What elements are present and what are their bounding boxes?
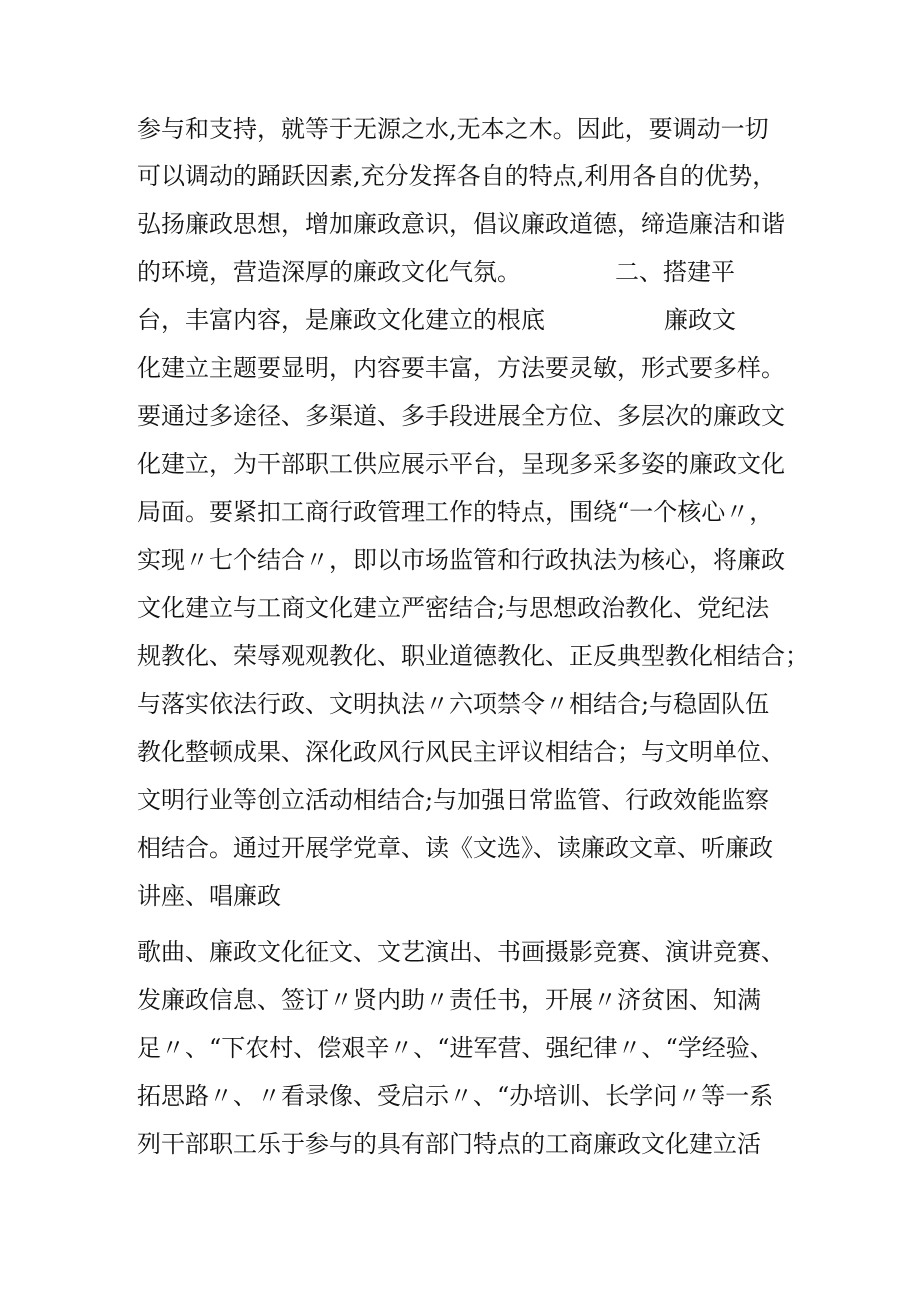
text-line-15: 文明行业等创立活动相结合;与加强日常监管、行政效能监察 [137,786,770,814]
section-heading-two-end: 台，丰富内容，是廉政文化建立的根底 [137,306,545,334]
text-line-18: 歌曲、廉政文化征文、文艺演出、书画摄影竞赛、演讲竞赛、 [137,938,785,966]
text-line-7: 要通过多途径、多渠道、多手段进展全方位、多层次的廉政文 [137,402,785,430]
text-line-11: 文化建立与工商文化建立严密结合;与思想政治教化、党纪法 [137,594,770,622]
text-line-1: 参与和支持，就等于无源之水,无本之木。因此，要调动一切 [137,115,769,143]
text-line-16: 相结合。通过开展学党章、读《文选》、读廉政文章、听廉政 [137,834,773,862]
text-line-22: 列干部职工乐于参与的具有部门特点的工商廉政文化建立活 [137,1130,761,1158]
text-line-19: 发廉政信息、签订〃贤内助〃责任书，开展〃济贫困、知满 [137,986,761,1014]
text-line-12: 规教化、荣辱观观教化、职业道德教化、正反典型教化相结合； [137,642,809,670]
text-line-13: 与落实依法行政、文明执法〃六项禁令〃相结合;与稳固队伍 [137,690,770,718]
text-line-21: 拓思路〃、〃看录像、受启示〃、“办培训、长学问〃等一系 [137,1082,774,1110]
text-line-8: 化建立，为干部职工供应展示平台，呈现多采多姿的廉政文化 [137,450,785,478]
text-line-6: 化建立主题要显明，内容要丰富，方法要灵敏，形式要多样。 [137,354,785,382]
text-line-5-right: 廉政文 [664,306,736,334]
text-line-10: 实现〃七个结合〃，即以市场监管和行政执法为核心，将廉政 [137,546,785,574]
text-line-17: 讲座、唱廉政 [137,882,281,910]
text-line-3: 弘扬廉政思想，增加廉政意识，倡议廉政道德，缔造廉洁和谐 [137,210,785,238]
section-heading-two-start: 二、搭建平 [615,258,735,286]
text-line-2: 可以调动的踊跃因素,充分发挥各自的特点,利用各自的优势， [137,162,777,190]
text-line-4-left: 的环境，营造深厚的廉政文化气氛。 [137,258,521,286]
text-line-20: 足〃、“下农村、偿艰辛〃、“进军营、强纪律〃、“学经验、 [137,1034,774,1062]
text-line-14: 教化整顿成果、深化政风行风民主评议相结合；与文明单位、 [137,738,785,766]
text-line-9: 局面。要紧扣工商行政管理工作的特点，围绕“一个核心〃， [137,498,774,526]
